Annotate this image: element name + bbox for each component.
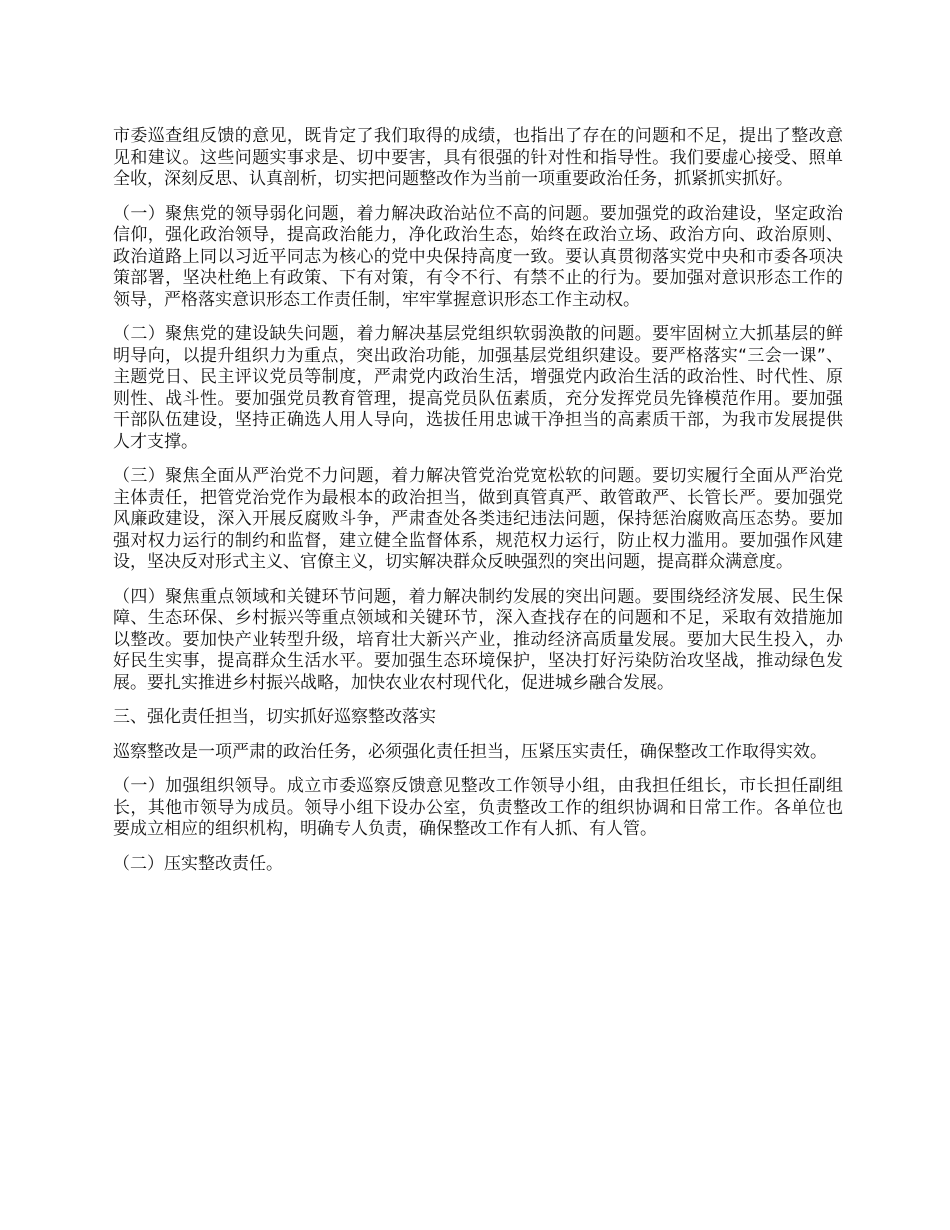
organization-leadership-paragraph: （一）加强组织领导。成立市委巡察反馈意见整改工作领导小组，由我担任组长，市长担任副组长，其他市领导为成员。领导小组下设办公室，负责整改工作的组织协调和日常工作。各单位也要成立相应的组织机构，明确专人负责，确保整改工作有人抓、有人管。 — [113, 776, 843, 839]
section-4-paragraph: （四）聚焦重点领域和关键环节问题，着力解决制约发展的突出问题。要围绕经济发展、民生保障、生态环保、乡村振兴等重点领域和关键环节，深入查找存在的问题和不足，采取有效措施加以整改。要加快产业转型升级，培育壮大新兴产业，推动经济高质量发展。要加大民生投入，办好民生实事，提高群众生活水平。要加强生态环境保护，坚决打好污染防治攻坚战，推动绿色发展。要扎实推进乡村振兴战略，加快农业农村现代化，促进城乡融合发展。 — [113, 586, 843, 693]
section-1-paragraph: （一）聚焦党的领导弱化问题，着力解决政治站位不高的问题。要加强党的政治建设，坚定政治信仰，强化政治领导，提高政治能力，净化政治生态，始终在政治立场、政治方向、政治原则、政治道路上同以习近平同志为核心的党中央保持高度一致。要认真贯彻落实党中央和市委各项决策部署，坚决杜绝上有政策、下有对策，有令不行、有禁不止的行为。要加强对意识形态工作的领导，严格落实意识形态工作责任制，牢牢掌握意识形态工作主动权。 — [113, 203, 843, 310]
section-2-paragraph: （二）聚焦党的建设缺失问题，着力解决基层党组织软弱涣散的问题。要牢固树立大抓基层的鲜明导向，以提升组织力为重点，突出政治功能，加强基层党组织建设。要严格落实“三会一课”、主题党日、民主评议党员等制度，严肃党内政治生活，增强党内政治生活的政治性、时代性、原则性、战斗性。要加强党员教育管理，提高党员队伍素质，充分发挥党员先锋模范作用。要加强干部队伍建设，坚持正确选人用人导向，选拔任用忠诚干净担当的高素质干部，为我市发展提供人才支撑。 — [113, 324, 843, 452]
chapter-3-intro-paragraph: 巡察整改是一项严肃的政治任务，必须强化责任担当，压紧压实责任，确保整改工作取得实效。 — [113, 741, 827, 762]
responsibility-paragraph: （二）压实整改责任。 — [113, 853, 283, 874]
section-3-paragraph: （三）聚焦全面从严治党不力问题，着力解决管党治党宽松软的问题。要切实履行全面从严治党主体责任，把管党治党作为最根本的政治担当，做到真管真严、敢管敢严、长管长严。要加强党风廉政建设，深入开展反腐败斗争，严肃查处各类违纪违法问题，保持惩治腐败高压态势。要加强对权力运行的制约和监督，建立健全监督体系，规范权力运行，防止权力滥用。要加强作风建设，坚决反对形式主义、官僚主义，切实解决群众反映强烈的突出问题，提高群众满意度。 — [113, 466, 843, 572]
document-page — [113, 126, 843, 888]
intro-paragraph: 市委巡查组反馈的意见，既肯定了我们取得的成绩，也指出了存在的问题和不足，提出了整改意见和建议。这些问题实事求是、切中要害，具有很强的针对性和指导性。我们要虚心接受、照单全收，深刻反思、认真剖析，切实把问题整改作为当前一项重要政治任务，抓紧抓实抓好。 — [113, 126, 843, 189]
chapter-3-heading: 三、强化责任担当，切实抓好巡察整改落实 — [113, 707, 436, 727]
